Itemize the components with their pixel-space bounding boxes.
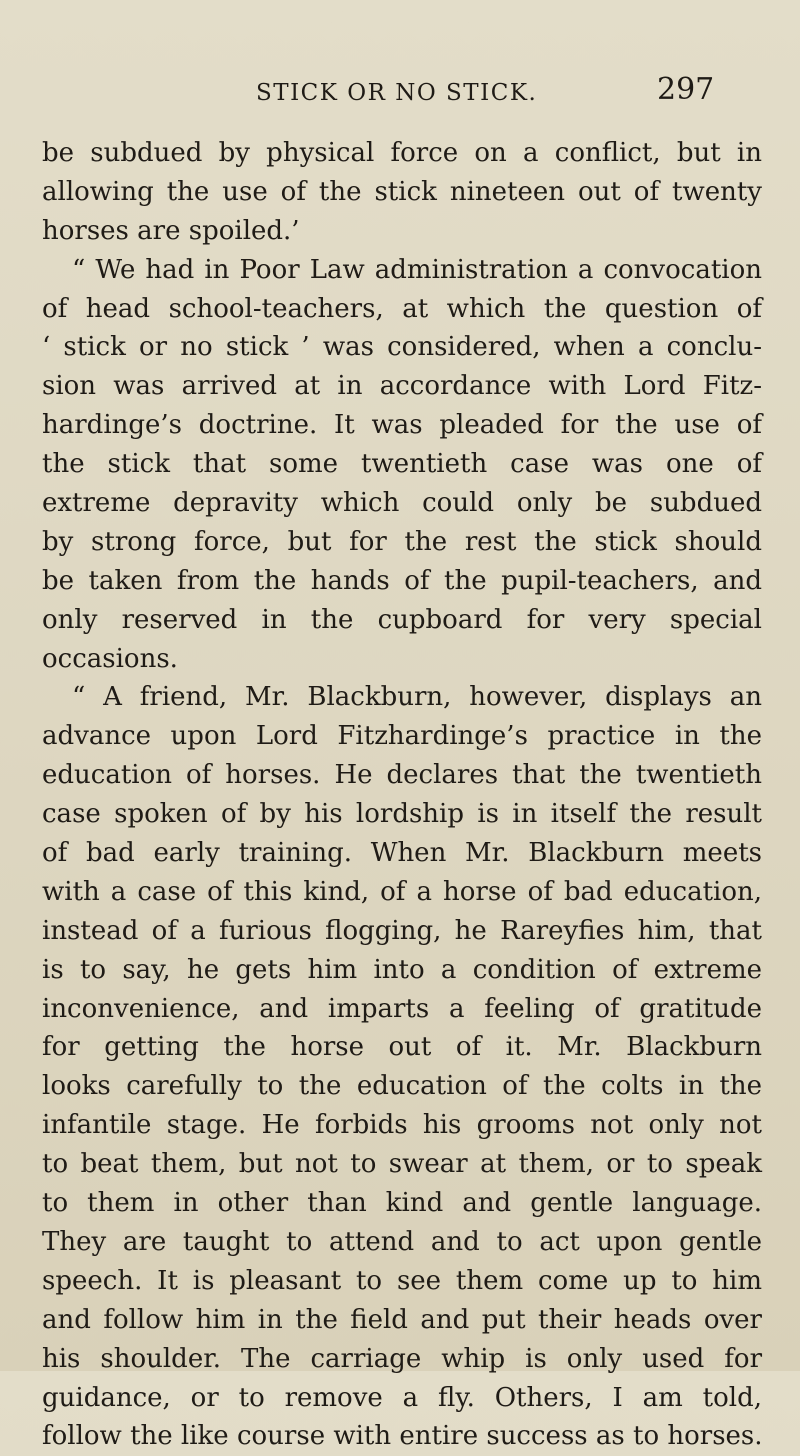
- text-line: for getting the horse out of it. Mr. Blackburn: [42, 1032, 762, 1063]
- text-line: ‘ stick or no stick ’ was considered, when a conclu-: [42, 332, 762, 363]
- text-line: his shoulder. The carriage whip is only used for: [42, 1343, 762, 1374]
- running-title: STICK OR NO STICK.: [256, 80, 538, 106]
- text-line: occasions.: [42, 643, 178, 674]
- text-line: be taken from the hands of the pupil-teachers, and: [42, 565, 762, 596]
- text-line: instead of a furious flogging, he Rareyfies him, that: [42, 915, 762, 946]
- text-line: horses are spoiled.’: [42, 215, 300, 246]
- text-line: is to say, he gets him into a condition of extreme: [42, 954, 762, 985]
- page-number: 297: [657, 72, 715, 107]
- text-line: to them in other than kind and gentle language.: [42, 1188, 762, 1219]
- text-line: “ We had in Poor Law administration a convocation: [72, 254, 762, 285]
- text-line: hardinge’s doctrine. It was pleaded for the use of: [42, 410, 762, 441]
- text-line: speech. It is pleasant to see them come up to him: [42, 1265, 762, 1296]
- text-line: of bad early training. When Mr. Blackburn meets: [42, 838, 762, 869]
- text-line: be subdued by physical force on a conflict, but in: [42, 138, 762, 168]
- text-line: advance upon Lord Fitzhardinge’s practice in the: [42, 721, 762, 752]
- text-line: They are taught to attend and to act upon gentle: [42, 1226, 762, 1257]
- text-line: and follow him in the field and put their heads over: [42, 1304, 762, 1335]
- text-line: only reserved in the cupboard for very special: [42, 604, 762, 635]
- text-line: education of horses. He declares that the twentieth: [42, 760, 762, 791]
- text-line: allowing the use of the stick nineteen out of twenty: [42, 176, 762, 207]
- text-line: case spoken of by his lordship is in itself the result: [42, 799, 762, 830]
- text-line: looks carefully to the education of the colts in the: [42, 1071, 762, 1102]
- text-line: the stick that some twentieth case was one of: [42, 449, 762, 480]
- body-text: [42, 134, 762, 1456]
- text-line: by strong force, but for the rest the stick should: [42, 526, 762, 557]
- text-line: sion was arrived at in accordance with Lord Fitz-: [42, 371, 762, 402]
- text-line: extreme depravity which could only be subdued: [42, 488, 762, 519]
- text-line: to beat them, but not to swear at them, or to speak: [42, 1149, 762, 1180]
- text-line: “ A friend, Mr. Blackburn, however, displays an: [72, 682, 762, 713]
- text-line: of head school-teachers, at which the question of: [42, 293, 762, 324]
- text-line: guidance, or to remove a fly. Others, I am told,: [42, 1382, 762, 1413]
- text-line: follow the like course with entire success as to horses.: [42, 1421, 763, 1452]
- text-line: with a case of this kind, of a horse of bad education,: [42, 876, 762, 907]
- text-line: infantile stage. He forbids his grooms not only not: [42, 1110, 762, 1141]
- text-line: inconvenience, and imparts a feeling of gratitude: [42, 993, 762, 1024]
